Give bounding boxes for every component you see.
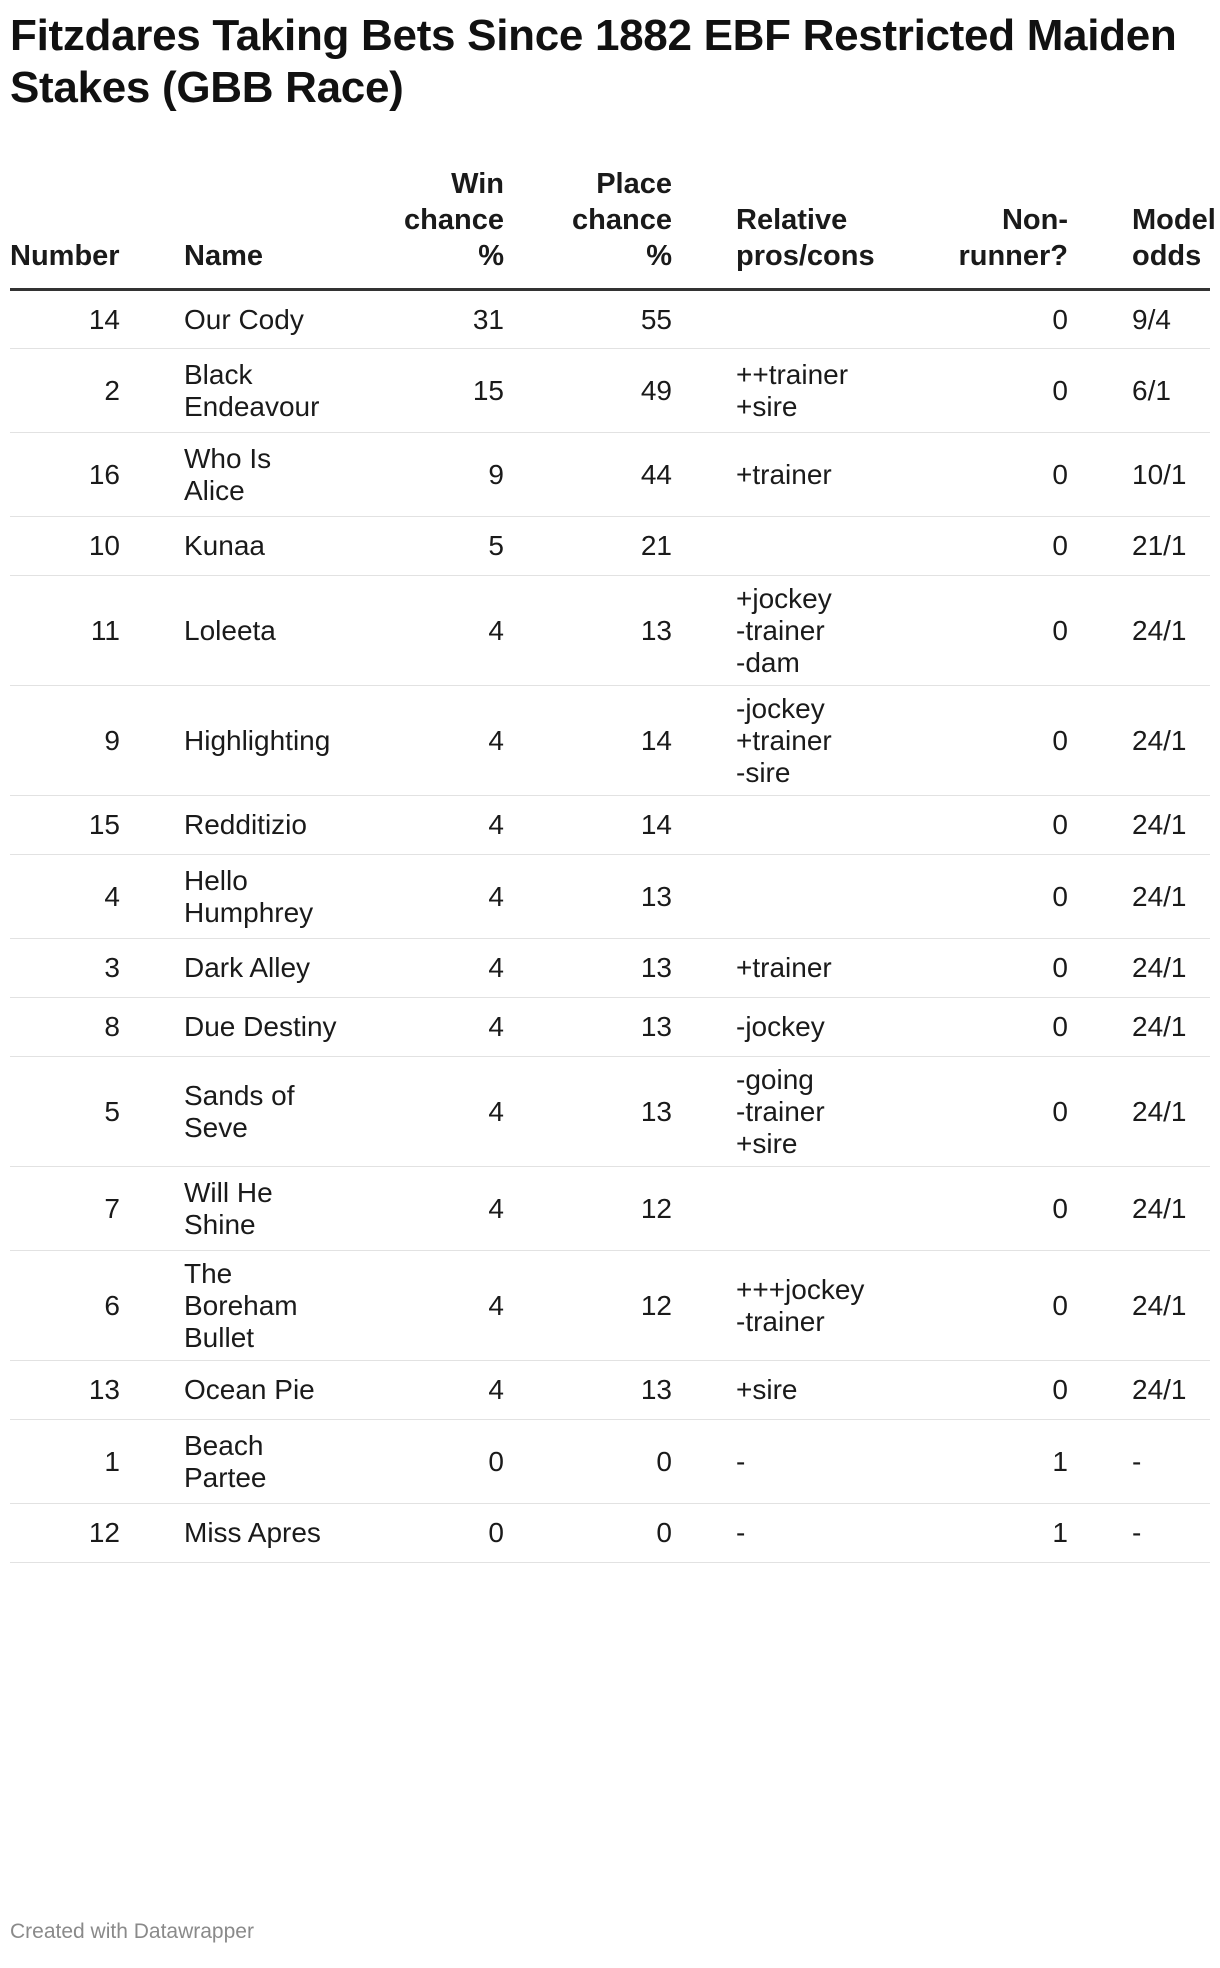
cell-spacer	[1068, 290, 1132, 349]
cell-spacer	[672, 576, 736, 686]
cell-spacer	[672, 1167, 736, 1251]
header-nonrunner[interactable]: Non- runner?	[886, 166, 1068, 290]
cell-spacer	[1068, 998, 1132, 1057]
cell-model-odds: 10/1	[1132, 433, 1210, 517]
header-place-chance[interactable]: Place chance %	[504, 166, 672, 290]
table-row	[10, 998, 1210, 1057]
cell-spacer	[120, 1251, 184, 1361]
cell-spacer	[672, 349, 736, 433]
cell-number: 14	[10, 290, 120, 349]
cell-nonrunner: 0	[886, 998, 1068, 1057]
cell-spacer	[672, 290, 736, 349]
cell-spacer	[1068, 349, 1132, 433]
table-row	[10, 1504, 1210, 1563]
cell-model-odds: 24/1	[1132, 939, 1210, 998]
cell-place-chance: 13	[504, 855, 672, 939]
cell-place-chance: 49	[504, 349, 672, 433]
cell-relative	[736, 796, 886, 855]
cell-number: 8	[10, 998, 120, 1057]
cell-number: 2	[10, 349, 120, 433]
cell-relative: +trainer	[736, 433, 886, 517]
cell-relative: +sire	[736, 1361, 886, 1420]
cell-name: The Boreham Bullet	[184, 1251, 354, 1361]
cell-spacer	[1068, 686, 1132, 796]
cell-model-odds: -	[1132, 1504, 1210, 1563]
cell-place-chance: 13	[504, 939, 672, 998]
cell-win-chance: 4	[354, 855, 504, 939]
cell-spacer	[120, 1167, 184, 1251]
table-body	[10, 290, 1210, 1563]
cell-name: Kunaa	[184, 517, 354, 576]
table-row	[10, 1420, 1210, 1504]
cell-model-odds: 24/1	[1132, 1361, 1210, 1420]
cell-number: 15	[10, 796, 120, 855]
cell-number: 3	[10, 939, 120, 998]
cell-spacer	[1068, 576, 1132, 686]
cell-spacer	[1068, 433, 1132, 517]
cell-nonrunner: 1	[886, 1504, 1068, 1563]
cell-spacer	[672, 1504, 736, 1563]
cell-spacer	[120, 855, 184, 939]
cell-number: 5	[10, 1057, 120, 1167]
cell-number: 10	[10, 517, 120, 576]
cell-win-chance: 4	[354, 998, 504, 1057]
cell-name: Black Endeavour	[184, 349, 354, 433]
cell-name: Redditizio	[184, 796, 354, 855]
cell-place-chance: 0	[504, 1420, 672, 1504]
cell-win-chance: 0	[354, 1504, 504, 1563]
cell-nonrunner: 0	[886, 349, 1068, 433]
race-table	[10, 166, 1216, 1563]
cell-win-chance: 0	[354, 1420, 504, 1504]
cell-relative	[736, 517, 886, 576]
cell-model-odds: 9/4	[1132, 290, 1210, 349]
cell-nonrunner: 1	[886, 1420, 1068, 1504]
cell-win-chance: 4	[354, 939, 504, 998]
cell-name: Dark Alley	[184, 939, 354, 998]
cell-place-chance: 55	[504, 290, 672, 349]
cell-nonrunner: 0	[886, 1167, 1068, 1251]
cell-nonrunner: 0	[886, 1251, 1068, 1361]
cell-number: 16	[10, 433, 120, 517]
table-row	[10, 686, 1210, 796]
table-row	[10, 939, 1210, 998]
table-row	[10, 517, 1210, 576]
cell-name: Hello Humphrey	[184, 855, 354, 939]
cell-relative: ++trainer +sire	[736, 349, 886, 433]
cell-win-chance: 15	[354, 349, 504, 433]
cell-model-odds: 24/1	[1132, 686, 1210, 796]
cell-relative: -	[736, 1420, 886, 1504]
cell-nonrunner: 0	[886, 290, 1068, 349]
cell-name: Ocean Pie	[184, 1361, 354, 1420]
header-row	[10, 166, 1210, 290]
cell-spacer	[672, 939, 736, 998]
cell-spacer	[120, 796, 184, 855]
cell-name: Will He Shine	[184, 1167, 354, 1251]
cell-spacer	[1068, 1504, 1132, 1563]
cell-spacer	[672, 1420, 736, 1504]
cell-place-chance: 12	[504, 1251, 672, 1361]
cell-spacer	[1068, 1251, 1132, 1361]
cell-spacer	[120, 576, 184, 686]
header-name[interactable]: Name	[184, 166, 354, 290]
cell-nonrunner: 0	[886, 855, 1068, 939]
cell-nonrunner: 0	[886, 1361, 1068, 1420]
cell-spacer	[1068, 855, 1132, 939]
cell-model-odds: 6/1	[1132, 349, 1210, 433]
cell-spacer	[1068, 939, 1132, 998]
cell-number: 7	[10, 1167, 120, 1251]
cell-spacer	[120, 290, 184, 349]
cell-name: Our Cody	[184, 290, 354, 349]
cell-relative: +++jockey -trainer	[736, 1251, 886, 1361]
cell-number: 11	[10, 576, 120, 686]
cell-nonrunner: 0	[886, 939, 1068, 998]
table-row	[10, 1361, 1210, 1420]
table-row	[10, 433, 1210, 517]
cell-model-odds: 24/1	[1132, 855, 1210, 939]
cell-win-chance: 31	[354, 290, 504, 349]
cell-relative: +trainer	[736, 939, 886, 998]
cell-win-chance: 4	[354, 796, 504, 855]
cell-relative: -	[736, 1504, 886, 1563]
cell-nonrunner: 0	[886, 576, 1068, 686]
cell-spacer	[120, 1504, 184, 1563]
table-row	[10, 1251, 1210, 1361]
cell-model-odds: 24/1	[1132, 796, 1210, 855]
cell-place-chance: 12	[504, 1167, 672, 1251]
cell-number: 9	[10, 686, 120, 796]
cell-spacer	[672, 855, 736, 939]
footer-credit[interactable]: Created with Datawrapper	[10, 1920, 254, 1943]
cell-spacer	[120, 1057, 184, 1167]
cell-win-chance: 4	[354, 1057, 504, 1167]
cell-nonrunner: 0	[886, 686, 1068, 796]
table-row	[10, 855, 1210, 939]
cell-name: Beach Partee	[184, 1420, 354, 1504]
cell-spacer	[120, 349, 184, 433]
cell-model-odds: 24/1	[1132, 1167, 1210, 1251]
page-title: Fitzdares Taking Bets Since 1882 EBF Restricted Maiden Stakes (GBB Race)	[10, 11, 1177, 112]
cell-spacer	[120, 1361, 184, 1420]
cell-relative	[736, 1167, 886, 1251]
cell-spacer	[1068, 1420, 1132, 1504]
cell-spacer	[120, 686, 184, 796]
cell-spacer	[120, 998, 184, 1057]
header-model-odds[interactable]: Model odds	[1132, 166, 1210, 290]
cell-place-chance: 21	[504, 517, 672, 576]
cell-win-chance: 4	[354, 1167, 504, 1251]
cell-win-chance: 4	[354, 576, 504, 686]
table-row	[10, 290, 1210, 349]
table-row	[10, 1167, 1210, 1251]
cell-number: 6	[10, 1251, 120, 1361]
cell-spacer	[1068, 796, 1132, 855]
header-win-chance[interactable]: Win chance %	[354, 166, 504, 290]
cell-spacer	[672, 686, 736, 796]
cell-spacer	[120, 517, 184, 576]
cell-relative	[736, 855, 886, 939]
cell-nonrunner: 0	[886, 433, 1068, 517]
cell-number: 13	[10, 1361, 120, 1420]
cell-spacer	[672, 1057, 736, 1167]
cell-spacer	[672, 517, 736, 576]
cell-relative	[736, 290, 886, 349]
header-number[interactable]: Number	[10, 166, 120, 290]
cell-place-chance: 14	[504, 686, 672, 796]
cell-win-chance: 4	[354, 1251, 504, 1361]
cell-spacer	[672, 1361, 736, 1420]
cell-model-odds: 24/1	[1132, 1251, 1210, 1361]
table-row	[10, 576, 1210, 686]
cell-number: 4	[10, 855, 120, 939]
cell-place-chance: 13	[504, 998, 672, 1057]
cell-place-chance: 13	[504, 576, 672, 686]
table-row	[10, 349, 1210, 433]
cell-win-chance: 4	[354, 1361, 504, 1420]
cell-place-chance: 13	[504, 1057, 672, 1167]
cell-relative: +jockey -trainer -dam	[736, 576, 886, 686]
cell-nonrunner: 0	[886, 1057, 1068, 1167]
cell-spacer	[1068, 1361, 1132, 1420]
cell-spacer	[1068, 1167, 1132, 1251]
cell-model-odds: 24/1	[1132, 998, 1210, 1057]
cell-spacer	[672, 1251, 736, 1361]
cell-model-odds: 24/1	[1132, 1057, 1210, 1167]
cell-win-chance: 4	[354, 686, 504, 796]
cell-name: Who Is Alice	[184, 433, 354, 517]
cell-name: Sands of Seve	[184, 1057, 354, 1167]
cell-place-chance: 0	[504, 1504, 672, 1563]
cell-spacer	[672, 433, 736, 517]
cell-relative: -jockey	[736, 998, 886, 1057]
cell-number: 12	[10, 1504, 120, 1563]
cell-name: Miss Apres	[184, 1504, 354, 1563]
cell-nonrunner: 0	[886, 796, 1068, 855]
cell-spacer	[672, 998, 736, 1057]
cell-spacer	[120, 1420, 184, 1504]
cell-relative: -jockey +trainer -sire	[736, 686, 886, 796]
cell-spacer	[672, 796, 736, 855]
cell-model-odds: -	[1132, 1420, 1210, 1504]
cell-place-chance: 44	[504, 433, 672, 517]
cell-place-chance: 14	[504, 796, 672, 855]
cell-model-odds: 21/1	[1132, 517, 1210, 576]
cell-nonrunner: 0	[886, 517, 1068, 576]
cell-spacer	[1068, 517, 1132, 576]
cell-spacer	[1068, 1057, 1132, 1167]
table-row	[10, 1057, 1210, 1167]
cell-place-chance: 13	[504, 1361, 672, 1420]
cell-win-chance: 9	[354, 433, 504, 517]
cell-name: Highlighting	[184, 686, 354, 796]
cell-model-odds: 24/1	[1132, 576, 1210, 686]
cell-spacer	[120, 433, 184, 517]
cell-name: Due Destiny	[184, 998, 354, 1057]
header-relative[interactable]: Relative pros/cons	[736, 166, 886, 290]
cell-win-chance: 5	[354, 517, 504, 576]
cell-relative: -going -trainer +sire	[736, 1057, 886, 1167]
cell-number: 1	[10, 1420, 120, 1504]
cell-spacer	[120, 939, 184, 998]
table-row	[10, 796, 1210, 855]
cell-name: Loleeta	[184, 576, 354, 686]
